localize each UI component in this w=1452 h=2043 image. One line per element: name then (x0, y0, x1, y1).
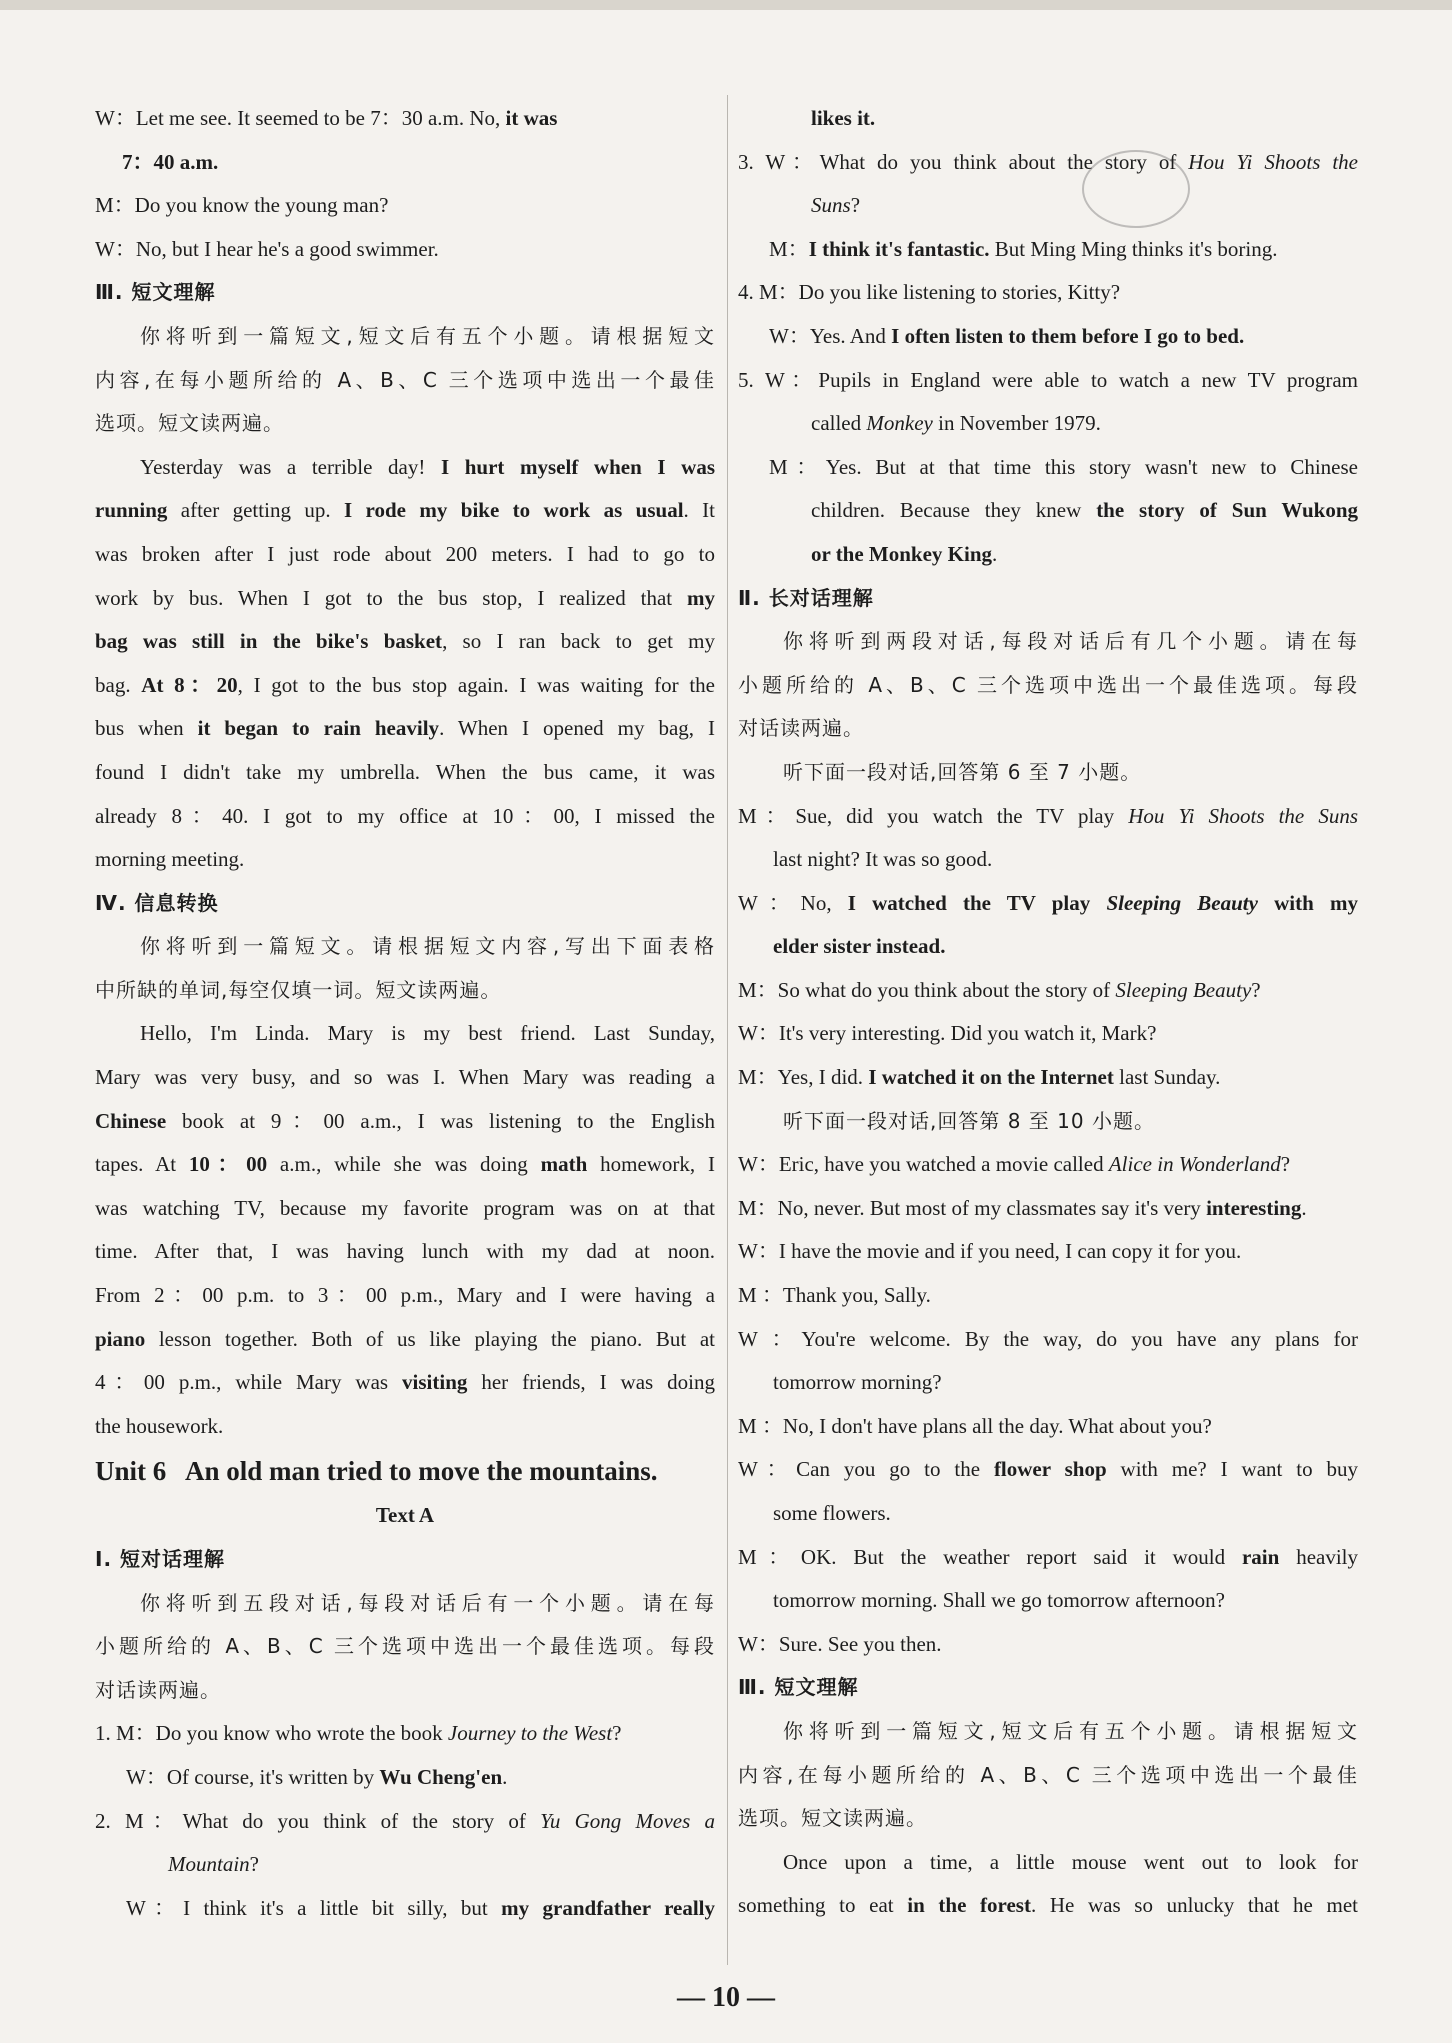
left_column-line: found I didn't take my umbrella. When the bus came, it was (95, 759, 715, 784)
left_column-line: 你将听到一篇短文。请根据短文内容,写出下面表格 (140, 934, 715, 959)
left_column-line: 你将听到五段对话,每段对话后有一个小题。请在每 (140, 1590, 715, 1615)
right_column-line: W：Eric, have you watched a movie called Alice in Wonderland? (738, 1152, 1291, 1177)
left-column (95, 97, 715, 1930)
left_column-line: running after getting up. I rode my bike to work as usual. It (95, 498, 715, 523)
right_column-line: tomorrow morning. Shall we go tomorrow afternoon? (773, 1588, 1225, 1613)
left_column-line: bag was still in the bike's basket, so I ran back to get my (95, 629, 715, 654)
right_column-line: W：It's very interesting. Did you watch it, Mark? (738, 1021, 1157, 1046)
right_column-line: 内容,在每小题所给的 A、B、C 三个选项中选出一个最佳 (738, 1762, 1358, 1787)
right_column-line: 4. M：Do you like listening to stories, Kitty? (738, 280, 1121, 305)
right_column-line: or the Monkey King. (811, 541, 998, 566)
right_column-line: Ⅲ. 短文理解 (738, 1675, 859, 1700)
left_column-line: already 8：40. I got to my office at 10：00, I missed the (95, 803, 715, 828)
left_column-line: 对话读两遍。 (95, 1677, 221, 1702)
left_column-line: Ⅲ. 短文理解 (95, 280, 216, 305)
right_column-line: M：Yes, I did. I watched it on the Internet last Sunday. (738, 1065, 1221, 1090)
right_column-line: M：Yes. But at that time this story wasn't new to Chinese (769, 454, 1358, 479)
left_column-line: 选项。短文读两遍。 (95, 411, 284, 436)
right_column-line: M ：Thank you, Sally. (738, 1283, 931, 1308)
left_column-line: Mountain? (168, 1852, 259, 1877)
left_column-line: 1. M：Do you know who wrote the book Journey to the West? (95, 1721, 622, 1746)
left_column-line: W：I think it's a little bit silly, but my grandfather really (126, 1895, 715, 1920)
right_column-line: M：So what do you think about the story of Sleeping Beauty? (738, 977, 1261, 1002)
right_column-line: M：OK. But the weather report said it would rain heavily (738, 1544, 1358, 1569)
left_column-line: 内容,在每小题所给的 A、B、C 三个选项中选出一个最佳 (95, 367, 715, 392)
right_column-line: something to eat in the forest. He was so unlucky that he met (738, 1893, 1358, 1918)
left_column-line: W：Of course, it's written by Wu Cheng'en. (126, 1764, 508, 1789)
right-column (738, 97, 1358, 1928)
page-number: — 10 — (677, 1982, 775, 2013)
left_column-line: Ⅳ. 信息转换 (95, 890, 219, 915)
right_column-line: called Monkey in November 1979. (811, 411, 1101, 436)
left_column-line: bus when it began to rain heavily. When I opened my bag, I (95, 716, 715, 741)
left_column-line: was broken after I just rode about 200 meters. I had to go to (95, 541, 715, 566)
right_column-line: some flowers. (773, 1501, 891, 1525)
page-top-edge (0, 0, 1452, 10)
right_column-line: 小题所给的 A、B、C 三个选项中选出一个最佳选项。每段 (738, 672, 1358, 697)
left_column-line: 7：40 a.m. (122, 149, 219, 174)
right_column-line: M：I think it's fantastic. But Ming Ming thinks it's boring. (769, 236, 1278, 261)
right_column-line: Ⅱ. 长对话理解 (738, 585, 874, 610)
right_column-line: W：Sure. See you then. (738, 1631, 942, 1656)
right_column-line: M ：No, I don't have plans all the day. What about you? (738, 1413, 1212, 1438)
left_column-line: Yesterday was a terrible day! I hurt myself when I was (140, 454, 715, 479)
left_column-line: Hello, I'm Linda. Mary is my best friend. Last Sunday, (140, 1021, 715, 1046)
left_column-line: Text A (375, 1503, 435, 1528)
right_column-line: M：Sue, did you watch the TV play Hou Yi Shoots the Suns (738, 803, 1358, 828)
right_column-line: 选项。短文读两遍。 (738, 1806, 927, 1831)
left_column-line: W：Let me see. It seemed to be 7：30 a.m. No, it was (95, 106, 558, 130)
right_column-line: likes it. (811, 106, 876, 130)
left_column-line: Chinese book at 9：00 a.m., I was listening to the English (95, 1108, 715, 1133)
right_column-line: M：No, never. But most of my classmates say it's very interesting. (738, 1195, 1307, 1220)
right_column-line: children. Because they knew the story of Sun Wukong (811, 498, 1358, 523)
left_column-line: tapes. At 10：00 a.m., while she was doing math homework, I (95, 1152, 715, 1177)
right_column-line: Once upon a time, a little mouse went out to look for (783, 1849, 1358, 1874)
right_column-line: W：Yes. And I often listen to them before I go to bed. (769, 323, 1245, 348)
left_column-line: Unit 6 An old man tried to move the mountains. (95, 1456, 658, 1487)
left_column-line: bag. At 8：20, I got to the bus stop again. I was waiting for the (95, 672, 715, 697)
right_column-line: 3. W：What do you think about the story of Hou Yi Shoots the (738, 149, 1358, 174)
left_column-line: Ⅰ. 短对话理解 (95, 1547, 226, 1571)
left_column-line: 4：00 p.m., while Mary was visiting her friends, I was doing (95, 1370, 715, 1395)
right_column-line: W：No, I watched the TV play Sleeping Beauty with my (738, 890, 1358, 915)
left_column-line: 小题所给的 A、B、C 三个选项中选出一个最佳选项。每段 (95, 1634, 715, 1659)
right_column-line: W：Can you go to the flower shop with me? I want to buy (738, 1457, 1358, 1482)
left_column-line: 你将听到一篇短文,短文后有五个小题。请根据短文 (140, 323, 715, 348)
right_column-line: 5. W：Pupils in England were able to watch a new TV program (738, 367, 1358, 392)
right_column-line: 你将听到两段对话,每段对话后有几个小题。请在每 (783, 629, 1358, 654)
right_column-line: 对话读两遍。 (738, 716, 864, 741)
left_column-line: 中所缺的单词,每空仅填一词。短文读两遍。 (95, 977, 502, 1002)
right_column-line: 听下面一段对话,回答第 6 至 7 小题。 (783, 759, 1142, 784)
right_column-line: last night? It was so good. (773, 847, 993, 872)
right_column-line: 听下面一段对话,回答第 8 至 10 小题。 (783, 1108, 1155, 1133)
left_column-line: morning meeting. (95, 847, 245, 872)
left_column-line: time. After that, I was having lunch with my dad at noon. (95, 1239, 715, 1264)
left_column-line: piano lesson together. Both of us like playing the piano. But at (95, 1326, 715, 1351)
left_column-line: 2. M：What do you think of the story of Yu Gong Moves a (95, 1808, 715, 1833)
right_column-line: 你将听到一篇短文,短文后有五个小题。请根据短文 (783, 1718, 1358, 1743)
left_column-line: was watching TV, because my favorite program was on at that (95, 1195, 715, 1220)
column-divider (727, 95, 728, 1965)
left_column-line: W：No, but I hear he's a good swimmer. (95, 236, 439, 261)
left_column-line: the housework. (95, 1413, 224, 1438)
right_column-line: W：I have the movie and if you need, I can copy it for you. (738, 1239, 1242, 1264)
right_column-line: W ：You're welcome. By the way, do you have any plans for (738, 1326, 1358, 1351)
left_column-line: M：Do you know the young man? (95, 193, 389, 218)
left_column-line: Mary was very busy, and so was I. When Mary was reading a (95, 1065, 715, 1090)
right_column-line: Suns? (811, 193, 861, 218)
right_column-line: elder sister instead. (773, 934, 946, 959)
left_column-line: work by bus. When I got to the bus stop, I realized that my (95, 585, 715, 610)
right_column-line: tomorrow morning? (773, 1370, 942, 1395)
left_column-line: From 2：00 p.m. to 3：00 p.m., Mary and I were having a (95, 1283, 715, 1308)
